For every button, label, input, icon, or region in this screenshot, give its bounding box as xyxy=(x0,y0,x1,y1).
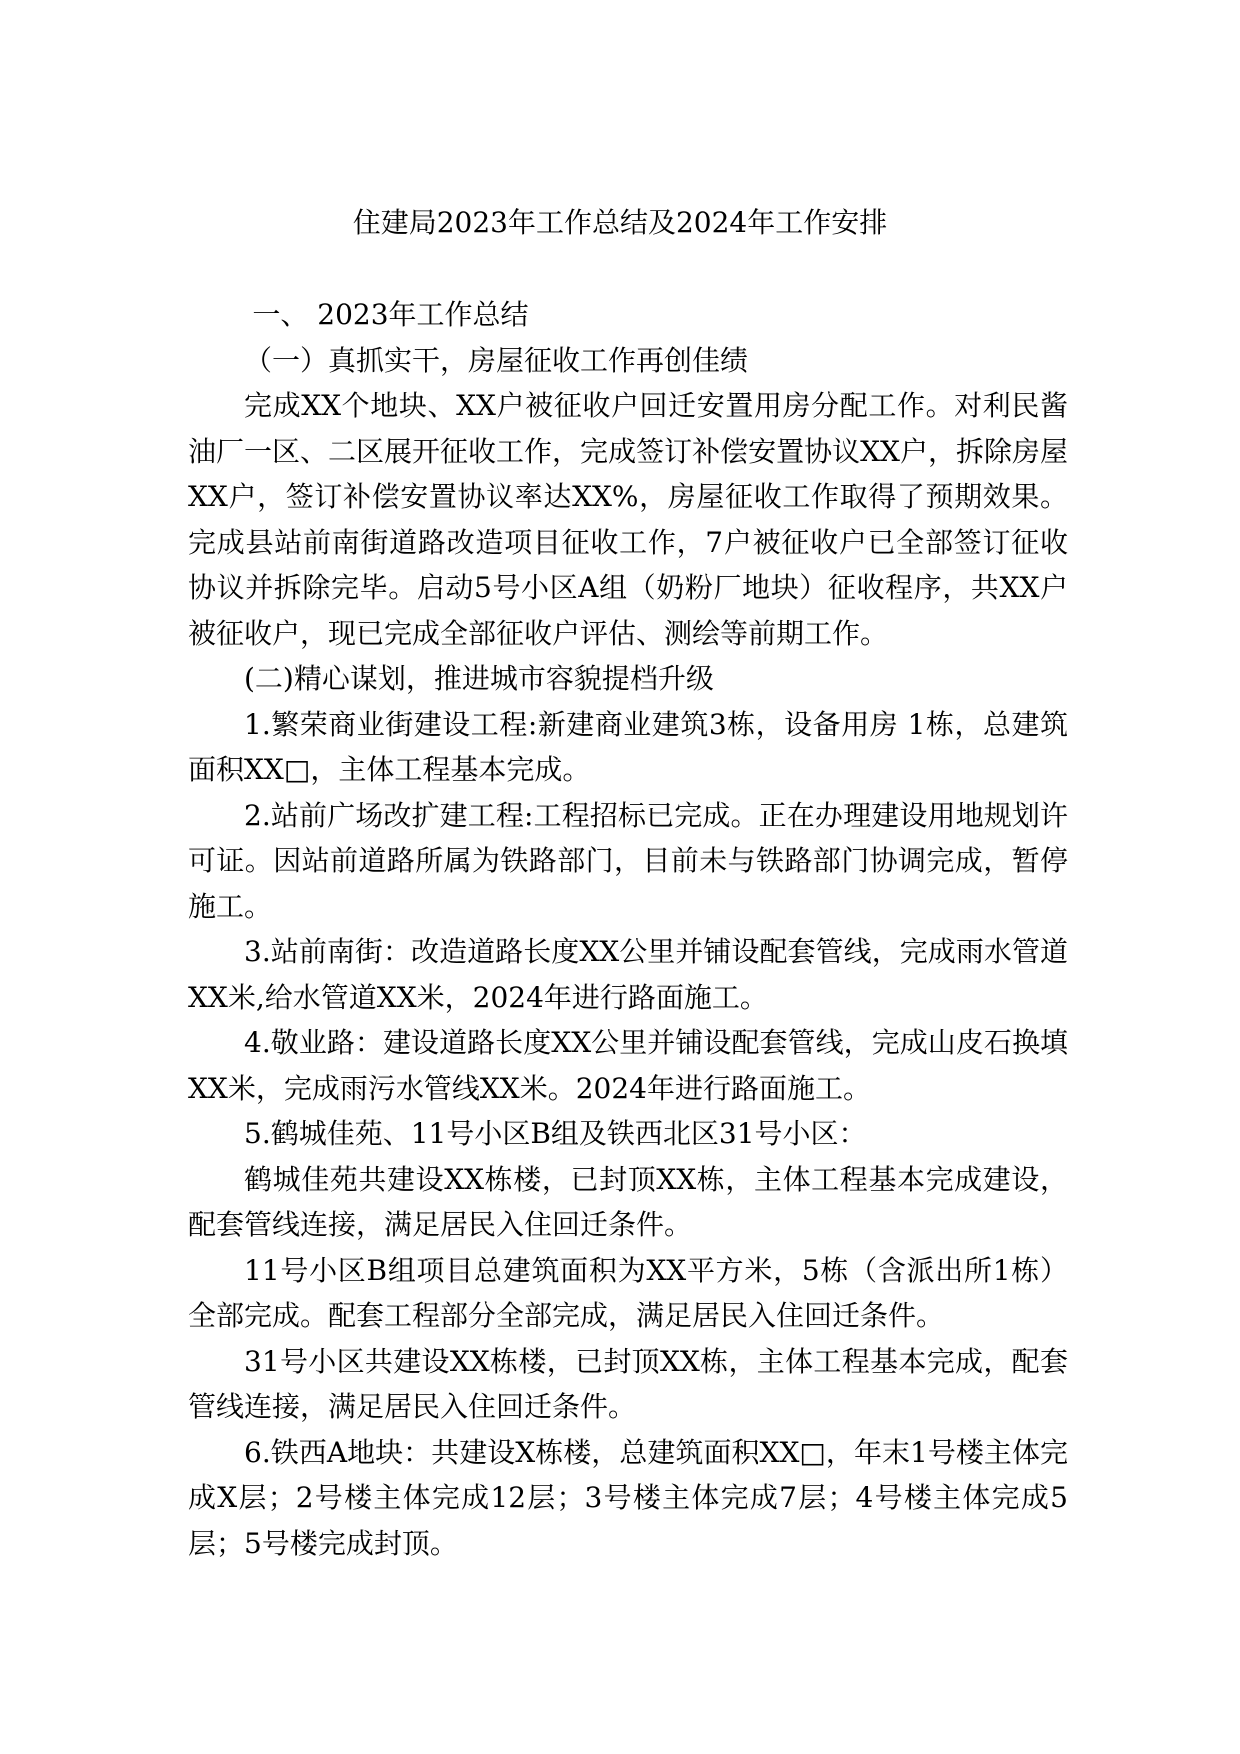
document-body xyxy=(188,292,1068,1566)
subsection-heading-city-appearance: (二)精心谋划，推进城市容貌提档升级 xyxy=(244,662,714,695)
paragraph-hecheng-jiayuan: 鹤城佳苑共建设XX栋楼，已封顶XX栋，主体工程基本完成建设，配套管线连接，满足居民入住回迁条件。 xyxy=(188,1162,1068,1241)
paragraph-expropriation-details: 完成XX个地块、XX户被征收户回迁安置用房分配工作。对利民酱油厂一区、二区展开征收工作，完成签订补偿安置协议XX户，拆除房屋XX户，签订补偿安置协议率达XX%，房屋征收工作取得了预期效果。完成县站前南街道路改造项目征收工作，7户被征收户已全部签订征收协议并拆除完毕。启动5号小区A组（奶粉厂地块）征收程序，共XX户被征收户，现已完成全部征收户评估、测绘等前期工作。 xyxy=(188,389,1068,650)
paragraph-station-square: 2.站前广场改扩建工程:工程招标已完成。正在办理建设用地规划许可证。因站前道路所属为铁路部门，目前未与铁路部门协调完成，暂停施工。 xyxy=(188,798,1068,923)
paragraph-residential-projects-heading: 5.鹤城佳苑、11号小区B组及铁西北区31号小区： xyxy=(244,1117,867,1150)
paragraph-tiexi-plot-a: 6.铁西A地块：共建设X栋楼，总建筑面积XX□，年末1号楼主体完成X层；2号楼主体完成12层；3号楼主体完成7层；4号楼主体完成5层；5号楼完成封顶。 xyxy=(188,1435,1068,1560)
paragraph-district-31: 31号小区共建设XX栋楼，已封顶XX栋，主体工程基本完成，配套管线连接，满足居民入住回迁条件。 xyxy=(188,1344,1068,1423)
document-title: 住建局2023年工作总结及2024年工作安排 xyxy=(352,206,888,239)
paragraph-district-11-group-b: 11号小区B组项目总建筑面积为XX平方米，5栋（含派出所1栋）全部完成。配套工程部分全部完成，满足居民入住回迁条件。 xyxy=(188,1253,1068,1332)
paragraph-jingye-road: 4.敬业路：建设道路长度XX公里并铺设配套管线，完成山皮石换填XX米，完成雨污水管线XX米。2024年进行路面施工。 xyxy=(188,1026,1068,1105)
section-heading-summary-2023: 一、 2023年工作总结 xyxy=(252,298,529,331)
paragraph-commercial-street: 1.繁荣商业街建设工程:新建商业建筑3栋，设备用房 1栋，总建筑面积XX□，主体工程基本完成。 xyxy=(188,707,1068,786)
subsection-heading-house-expropriation: （一）真抓实干，房屋征收工作再创佳绩 xyxy=(244,343,749,377)
paragraph-station-south-street: 3.站前南街：改造道路长度XX公里并铺设配套管线，完成雨水管道XX米,给水管道XX米，2024年进行路面施工。 xyxy=(188,935,1068,1014)
